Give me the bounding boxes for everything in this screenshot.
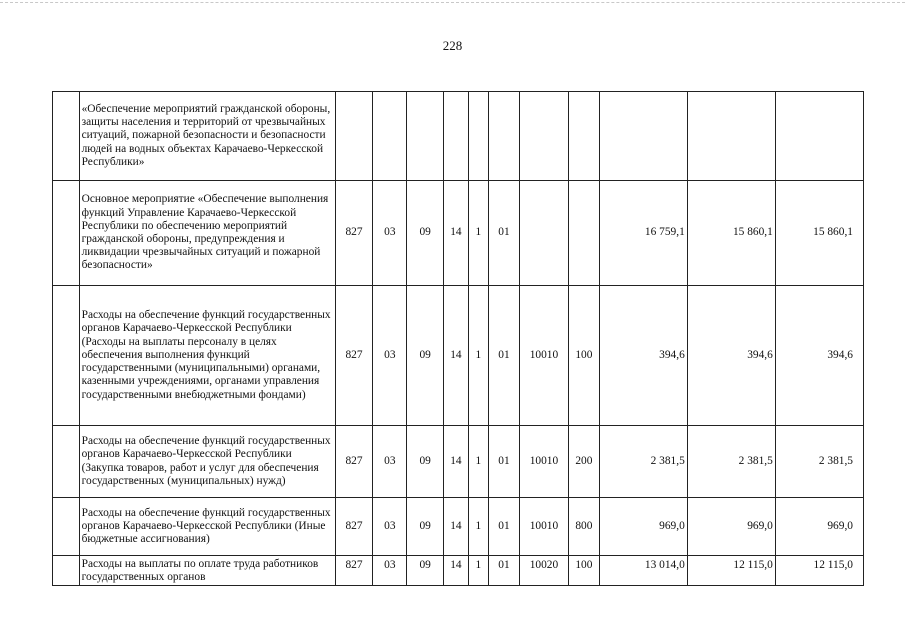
sum-year-1: 16 759,1 [599,181,687,286]
sum-year-1: 13 014,0 [599,556,687,586]
table-row [53,426,864,498]
table-row [53,181,864,286]
direction-code: 10020 [519,556,568,586]
subsection-code: 09 [407,286,444,426]
sum-year-3: 12 115,0 [775,556,863,586]
subprogram-code [468,92,488,181]
ministry-code: 827 [335,426,373,498]
subsection-code: 09 [407,181,444,286]
section-code [373,92,407,181]
expense-type-code: 100 [569,556,600,586]
event-code: 01 [489,426,520,498]
subprogram-code: 1 [468,181,488,286]
direction-code [519,181,568,286]
event-code: 01 [489,498,520,556]
subprogram-code: 1 [468,286,488,426]
sum-year-2 [687,92,775,181]
event-code [489,92,520,181]
table-row [53,92,864,181]
row-marker-cell [53,426,80,498]
row-marker-cell [53,498,80,556]
section-code: 03 [373,426,407,498]
program-code: 14 [444,181,469,286]
section-code: 03 [373,498,407,556]
event-code: 01 [489,556,520,586]
table-row [53,556,864,586]
ministry-code [335,92,373,181]
program-code: 14 [444,286,469,426]
direction-code [519,92,568,181]
event-code: 01 [489,286,520,426]
subprogram-code: 1 [468,556,488,586]
page-number: 228 [442,38,463,53]
sum-year-3: 394,6 [775,286,863,426]
expense-type-code [569,92,600,181]
direction-code: 10010 [519,426,568,498]
expense-name: «Обеспечение мероприятий гражданской обороны, защиты населения и территорий от чрезвычайных ситуаций, пожарной безопасности и безопасности людей на водных объектах Карачаево-Черкесской Республики» [79,92,335,181]
section-code: 03 [373,556,407,586]
ministry-code: 827 [335,498,373,556]
sum-year-2: 2 381,5 [687,426,775,498]
ministry-code: 827 [335,286,373,426]
program-code: 14 [444,498,469,556]
program-code [444,92,469,181]
sum-year-2: 969,0 [687,498,775,556]
expense-type-code: 800 [569,498,600,556]
sum-year-3: 2 381,5 [775,426,863,498]
row-marker-cell [53,556,80,586]
sum-year-3: 969,0 [775,498,863,556]
ministry-code: 827 [335,556,373,586]
scan-top-edge [0,2,905,3]
subsection-code: 09 [407,426,444,498]
subsection-code [407,92,444,181]
sum-year-1 [599,92,687,181]
event-code: 01 [489,181,520,286]
sum-year-2: 12 115,0 [687,556,775,586]
ministry-code: 827 [335,181,373,286]
sum-year-1: 969,0 [599,498,687,556]
section-code: 03 [373,286,407,426]
expense-name: Расходы на выплаты по оплате труда работников государственных органов [79,556,335,586]
row-marker-cell [53,92,80,181]
expense-name: Расходы на обеспечение функций государственных органов Карачаево-Черкесской Республики (Иные бюджетные ассигнования) [79,498,335,556]
table-row [53,286,864,426]
table-row [53,498,864,556]
program-code: 14 [444,426,469,498]
row-marker-cell [53,181,80,286]
sum-year-2: 394,6 [687,286,775,426]
expense-name: Основное мероприятие «Обеспечение выполнения функций Управление Карачаево-Черкесской Республики по обеспечению мероприятий гражданской обороны, предупреждения и ликвидации чрезвычайных ситуаций и пожарной безопасности» [79,181,335,286]
subprogram-code: 1 [468,426,488,498]
sum-year-2: 15 860,1 [687,181,775,286]
expense-name: Расходы на обеспечение функций государственных органов Карачаево-Черкесской Республики (Расходы на выплаты персоналу в целях обеспечения выполнения функций государственными (муниципальными) органами, казенными учреждениями, органами управления государственными внебюджетными фондами) [79,286,335,426]
subprogram-code: 1 [468,498,488,556]
sum-year-1: 2 381,5 [599,426,687,498]
expense-type-code [569,181,600,286]
row-marker-cell [53,286,80,426]
subsection-code: 09 [407,556,444,586]
direction-code: 10010 [519,286,568,426]
program-code: 14 [444,556,469,586]
table-body [53,92,864,586]
direction-code: 10010 [519,498,568,556]
sum-year-3: 15 860,1 [775,181,863,286]
sum-year-1: 394,6 [599,286,687,426]
budget-table [52,91,864,586]
expense-type-code: 200 [569,426,600,498]
subsection-code: 09 [407,498,444,556]
expense-type-code: 100 [569,286,600,426]
sum-year-3 [775,92,863,181]
section-code: 03 [373,181,407,286]
expense-name: Расходы на обеспечение функций государственных органов Карачаево-Черкесской Республики (Закупка товаров, работ и услуг для обеспечения государственных (муниципальных) нужд) [79,426,335,498]
